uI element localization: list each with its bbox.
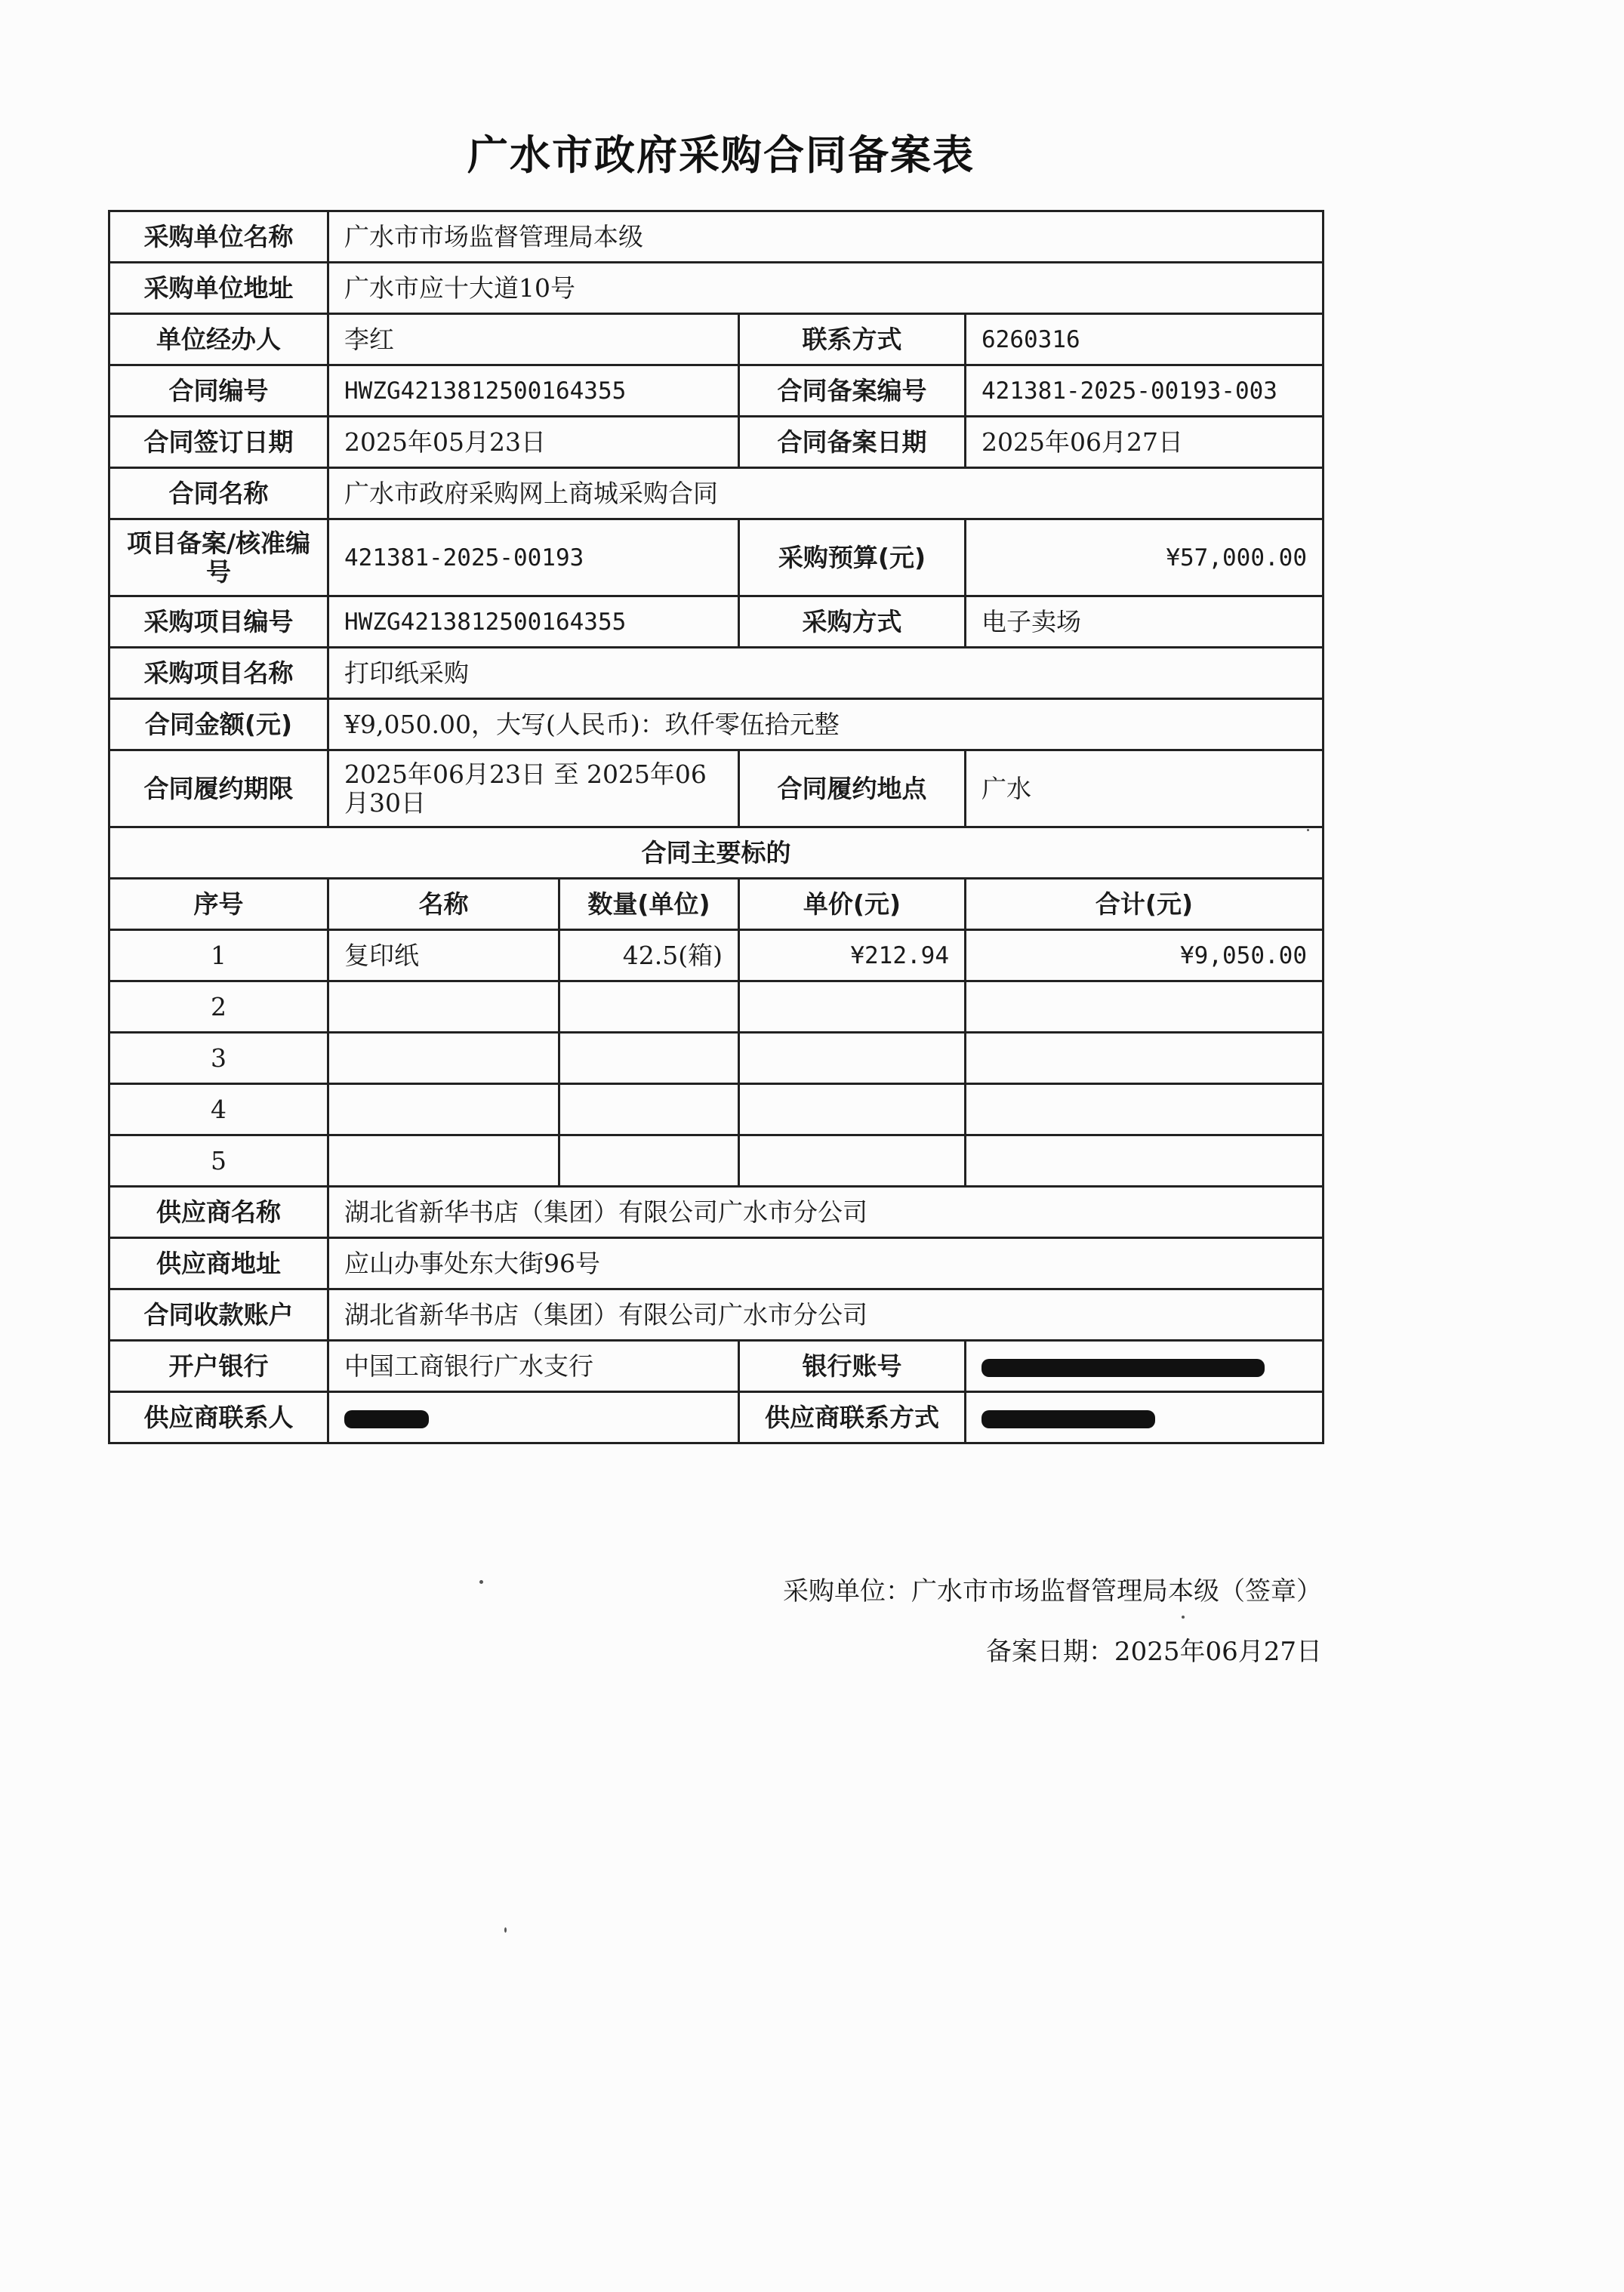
contact-info-value xyxy=(966,1392,1324,1443)
item-price xyxy=(739,981,966,1033)
record-date-label: 合同备案日期 xyxy=(739,417,966,468)
item-name xyxy=(328,1135,559,1187)
project-record-no-value: 421381-2025-00193 xyxy=(328,519,739,596)
project-record-no-label: 项目备案/核准编号 xyxy=(109,519,328,596)
items-header-no: 序号 xyxy=(109,879,328,930)
row-contract-no xyxy=(109,365,1324,417)
bank-account-label: 银行账号 xyxy=(739,1341,966,1392)
row-project-record xyxy=(109,519,1324,596)
item-qty xyxy=(559,1084,739,1135)
item-qty xyxy=(559,1135,739,1187)
row-purchaser-address xyxy=(109,263,1324,314)
item-no: 2 xyxy=(109,981,328,1033)
project-no-value: HWZG4213812500164355 xyxy=(328,596,739,648)
item-no: 5 xyxy=(109,1135,328,1187)
scan-speck xyxy=(1182,1616,1185,1619)
period-label: 合同履约期限 xyxy=(109,750,328,827)
row-account-name xyxy=(109,1289,1324,1341)
item-price: ¥212.94 xyxy=(739,930,966,981)
account-name-value: 湖北省新华书店（集团）有限公司广水市分公司 xyxy=(328,1289,1324,1341)
row-supplier-contact xyxy=(109,1392,1324,1443)
table-row xyxy=(109,930,1324,981)
bank-account-value xyxy=(966,1341,1324,1392)
place-label: 合同履约地点 xyxy=(739,750,966,827)
row-contract-name xyxy=(109,468,1324,519)
item-total xyxy=(966,1084,1324,1135)
purchaser-name-value: 广水市市场监督管理局本级 xyxy=(328,211,1324,263)
supplier-name-label: 供应商名称 xyxy=(109,1187,328,1238)
row-supplier-address xyxy=(109,1238,1324,1289)
budget-label: 采购预算(元) xyxy=(739,519,966,596)
scan-speck xyxy=(479,1580,483,1584)
record-no-label: 合同备案编号 xyxy=(739,365,966,417)
item-name xyxy=(328,1033,559,1084)
row-supplier-name xyxy=(109,1187,1324,1238)
purchaser-signature-line: 采购单位：广水市市场监督管理局本级（签章） xyxy=(783,1576,1322,1607)
record-no-value: 421381-2025-00193-003 xyxy=(966,365,1324,417)
item-price xyxy=(739,1033,966,1084)
items-header-price: 单价(元) xyxy=(739,879,966,930)
row-bank xyxy=(109,1341,1324,1392)
table-row xyxy=(109,1084,1324,1135)
method-value: 电子卖场 xyxy=(966,596,1324,648)
purchaser-name-label: 采购单位名称 xyxy=(109,211,328,263)
item-qty xyxy=(559,981,739,1033)
contact-value: 6260316 xyxy=(966,314,1324,365)
amount-label: 合同金额(元) xyxy=(109,699,328,750)
item-no: 4 xyxy=(109,1084,328,1135)
redaction-mark xyxy=(981,1359,1265,1377)
project-name-label: 采购项目名称 xyxy=(109,648,328,699)
item-no: 1 xyxy=(109,930,328,981)
contract-no-label: 合同编号 xyxy=(109,365,328,417)
items-header-total: 合计(元) xyxy=(966,879,1324,930)
place-value: 广水 xyxy=(966,750,1324,827)
contact-person-value xyxy=(328,1392,739,1443)
item-total xyxy=(966,1135,1324,1187)
budget-value: ¥57,000.00 xyxy=(966,519,1324,596)
row-sign-date xyxy=(109,417,1324,468)
redaction-mark xyxy=(344,1410,429,1428)
item-name xyxy=(328,1084,559,1135)
contract-no-value: HWZG4213812500164355 xyxy=(328,365,739,417)
row-purchaser-name xyxy=(109,211,1324,263)
item-price xyxy=(739,1084,966,1135)
project-no-label: 采购项目编号 xyxy=(109,596,328,648)
item-no: 3 xyxy=(109,1033,328,1084)
item-total: ¥9,050.00 xyxy=(966,930,1324,981)
row-items-section xyxy=(109,827,1324,879)
bank-value: 中国工商银行广水支行 xyxy=(328,1341,739,1392)
period-value: 2025年06月23日 至 2025年06月30日 xyxy=(328,750,739,827)
contract-name-value: 广水市政府采购网上商城采购合同 xyxy=(328,468,1324,519)
items-header-qty: 数量(单位) xyxy=(559,879,739,930)
scan-speck xyxy=(1307,829,1309,831)
sign-date-value: 2025年05月23日 xyxy=(328,417,739,468)
redaction-mark xyxy=(981,1410,1155,1428)
scan-speck xyxy=(504,1927,507,1933)
purchaser-address-value: 广水市应十大道10号 xyxy=(328,263,1324,314)
handler-value: 李红 xyxy=(328,314,739,365)
handler-label: 单位经办人 xyxy=(109,314,328,365)
record-date-value: 2025年06月27日 xyxy=(966,417,1324,468)
contact-person-label: 供应商联系人 xyxy=(109,1392,328,1443)
table-row xyxy=(109,1033,1324,1084)
contract-name-label: 合同名称 xyxy=(109,468,328,519)
item-name: 复印纸 xyxy=(328,930,559,981)
items-header-row xyxy=(109,879,1324,930)
item-total xyxy=(966,1033,1324,1084)
item-qty xyxy=(559,1033,739,1084)
account-name-label: 合同收款账户 xyxy=(109,1289,328,1341)
item-qty: 42.5(箱) xyxy=(559,930,739,981)
items-section-title: 合同主要标的 xyxy=(109,827,1324,879)
contact-info-label: 供应商联系方式 xyxy=(739,1392,966,1443)
row-project-no xyxy=(109,596,1324,648)
row-handler xyxy=(109,314,1324,365)
sign-date-label: 合同签订日期 xyxy=(109,417,328,468)
contract-record-table xyxy=(108,210,1324,1444)
project-name-value: 打印纸采购 xyxy=(328,648,1324,699)
item-name xyxy=(328,981,559,1033)
record-date-line: 备案日期：2025年06月27日 xyxy=(985,1637,1322,1667)
row-project-name xyxy=(109,648,1324,699)
supplier-name-value: 湖北省新华书店（集团）有限公司广水市分公司 xyxy=(328,1187,1324,1238)
contact-label: 联系方式 xyxy=(739,314,966,365)
row-period xyxy=(109,750,1324,827)
items-header-name: 名称 xyxy=(328,879,559,930)
page-title: 广水市政府采购合同备案表 xyxy=(467,131,975,179)
supplier-address-label: 供应商地址 xyxy=(109,1238,328,1289)
supplier-address-value: 应山办事处东大街96号 xyxy=(328,1238,1324,1289)
purchaser-address-label: 采购单位地址 xyxy=(109,263,328,314)
item-total xyxy=(966,981,1324,1033)
table-row xyxy=(109,1135,1324,1187)
row-amount xyxy=(109,699,1324,750)
amount-value: ¥9,050.00，大写(人民币)：玖仟零伍拾元整 xyxy=(328,699,1324,750)
item-price xyxy=(739,1135,966,1187)
bank-label: 开户银行 xyxy=(109,1341,328,1392)
table-row xyxy=(109,981,1324,1033)
method-label: 采购方式 xyxy=(739,596,966,648)
